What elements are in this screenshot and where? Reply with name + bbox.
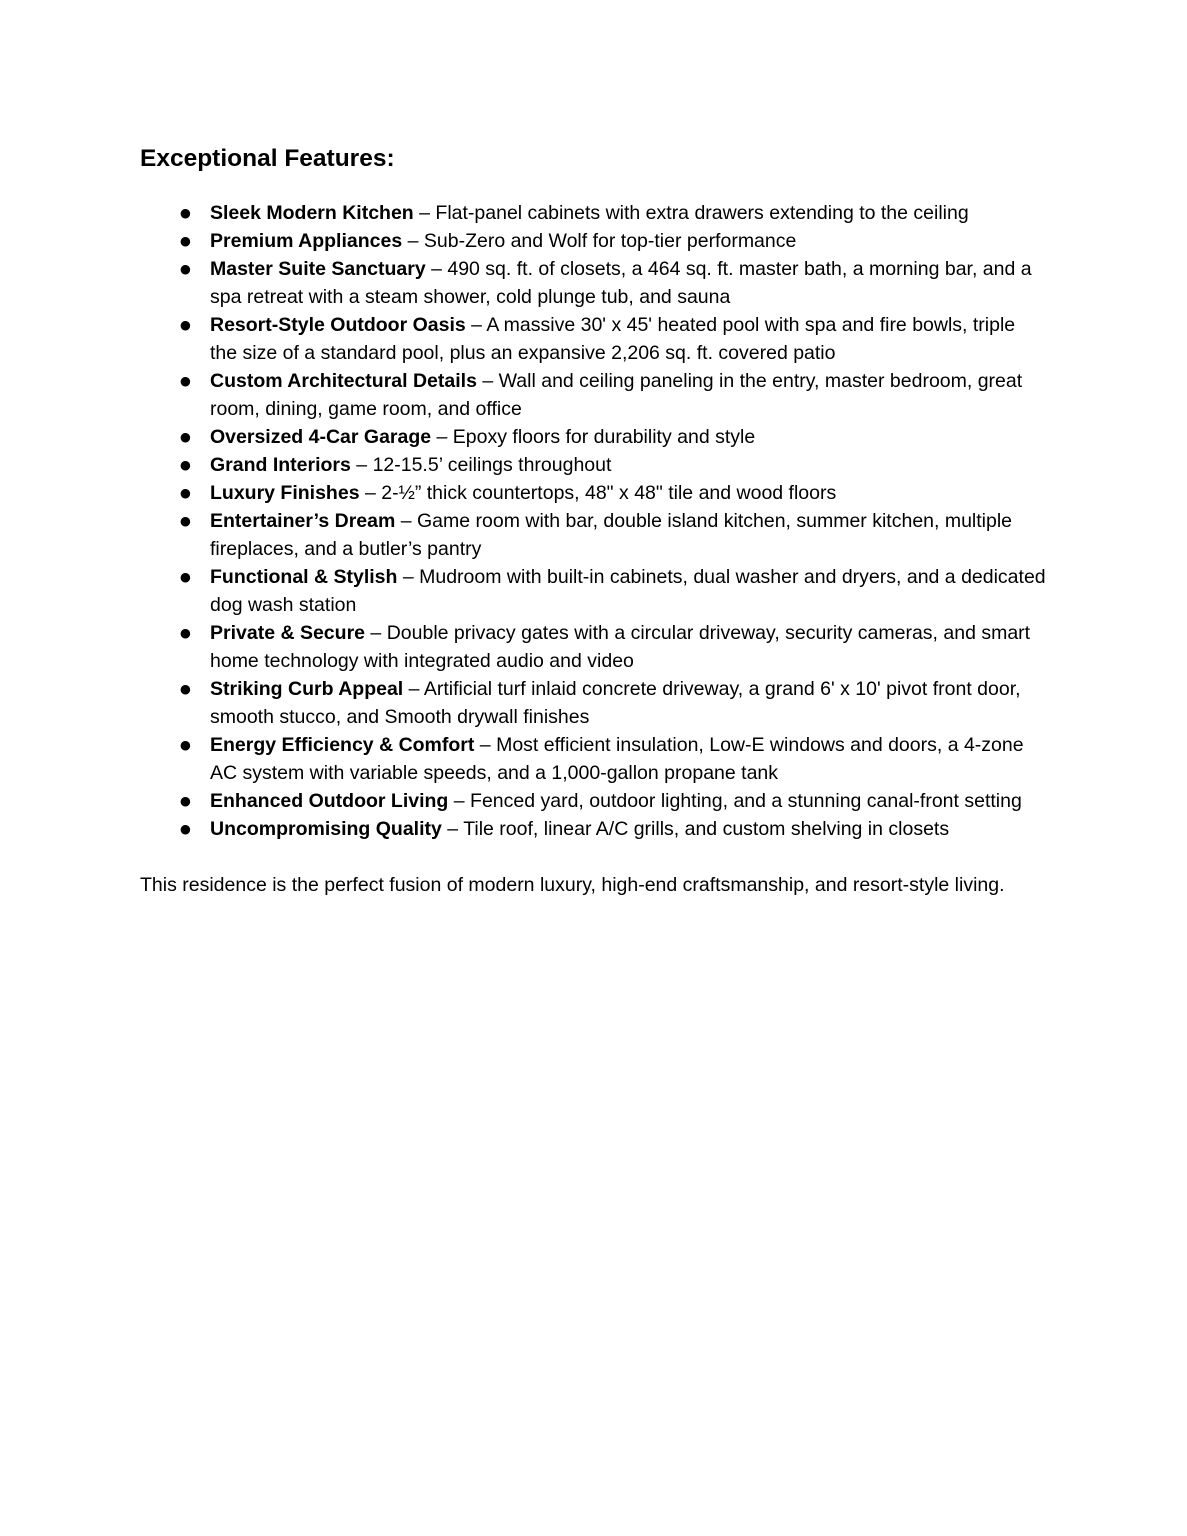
feature-separator: –: [441, 818, 464, 840]
feature-description: Wall and ceiling paneling in the entry, master bedroom, great room, dining, game room, and office: [210, 370, 1023, 420]
feature-list-item: [140, 815, 1047, 843]
bullet-icon: ●: [180, 317, 191, 332]
feature-description: Double privacy gates with a circular driveway, security cameras, and smart home technology with integrated audio and video: [210, 622, 1031, 672]
feature-description: Tile roof, linear A/C grills, and custom shelving in closets: [463, 818, 950, 840]
bullet-icon: ●: [180, 821, 191, 836]
feature-text: [210, 367, 1047, 423]
feature-text: [210, 451, 1047, 479]
feature-description: 2-½” thick countertops, 48" x 48" tile and wood floors: [381, 482, 837, 504]
feature-separator: –: [365, 622, 387, 644]
feature-title: Energy Efficiency & Comfort: [210, 734, 475, 756]
feature-title: Uncompromising Quality: [210, 818, 442, 840]
feature-list-item: [140, 227, 1047, 255]
feature-title: Luxury Finishes: [210, 482, 360, 504]
feature-text: [210, 507, 1047, 563]
bullet-icon: ●: [180, 485, 191, 500]
feature-description: Most efficient insulation, Low-E windows and doors, a 4-zone AC system with variable speeds, and a 1,000-gallon propane tank: [210, 734, 1024, 784]
feature-description: Game room with bar, double island kitchen, summer kitchen, multiple fireplaces, and a butler’s pantry: [210, 510, 1013, 560]
feature-separator: –: [465, 314, 487, 336]
feature-text: [210, 815, 1047, 843]
feature-separator: –: [474, 734, 497, 756]
feature-list-item: [140, 787, 1047, 815]
feature-description: Flat-panel cabinets with extra drawers extending to the ceiling: [435, 202, 969, 224]
feature-list-item: [140, 507, 1047, 563]
feature-text: [210, 675, 1047, 731]
bullet-icon: ●: [180, 261, 191, 276]
bullet-icon: ●: [180, 569, 191, 584]
feature-separator: –: [395, 510, 418, 532]
feature-text: [210, 227, 1047, 255]
feature-list-item: [140, 311, 1047, 367]
bullet-icon: ●: [180, 205, 191, 220]
feature-description: 12-15.5’ ceilings throughout: [372, 454, 612, 476]
feature-description: Fenced yard, outdoor lighting, and a stunning canal-front setting: [470, 790, 1022, 812]
feature-list-item: [140, 563, 1047, 619]
feature-separator: –: [425, 258, 448, 280]
bullet-icon: ●: [180, 233, 191, 248]
feature-title: Custom Architectural Details: [210, 370, 477, 392]
feature-separator: –: [402, 230, 424, 252]
bullet-icon: ●: [180, 513, 191, 528]
bullet-icon: ●: [180, 373, 191, 388]
bullet-icon: ●: [180, 457, 191, 472]
feature-title: Striking Curb Appeal: [210, 678, 404, 700]
feature-text: [210, 423, 1047, 451]
feature-description: 490 sq. ft. of closets, a 464 sq. ft. master bath, a morning bar, and a spa retreat with a steam shower, cold plunge tub, and sauna: [210, 258, 1032, 308]
feature-title: Enhanced Outdoor Living: [210, 790, 449, 812]
feature-list-item: [140, 479, 1047, 507]
feature-title: Master Suite Sanctuary: [210, 258, 426, 280]
feature-text: [210, 619, 1047, 675]
feature-separator: –: [350, 454, 373, 476]
document-heading: Exceptional Features:: [140, 145, 395, 172]
feature-title: Premium Appliances: [210, 230, 403, 252]
feature-title: Grand Interiors: [210, 454, 351, 476]
feature-list-item: [140, 619, 1047, 675]
feature-text: [210, 731, 1047, 787]
feature-list-item: [140, 731, 1047, 787]
closing-paragraph: This residence is the perfect fusion of modern luxury, high-end craftsmanship, and resort-style living.: [140, 874, 1005, 896]
feature-list-item: [140, 367, 1047, 423]
feature-list-item: [140, 675, 1047, 731]
feature-separator: –: [359, 482, 382, 504]
feature-text: [210, 255, 1047, 311]
feature-title: Oversized 4-Car Garage: [210, 426, 432, 448]
feature-list-item: [140, 199, 1047, 227]
feature-title: Entertainer’s Dream: [210, 510, 396, 532]
feature-title: Resort-Style Outdoor Oasis: [210, 314, 466, 336]
feature-text: [210, 199, 1047, 227]
bullet-icon: ●: [180, 625, 191, 640]
feature-text: [210, 787, 1047, 815]
feature-separator: –: [431, 426, 453, 448]
bullet-icon: ●: [180, 737, 191, 752]
bullet-icon: ●: [180, 429, 191, 444]
feature-description: Epoxy floors for durability and style: [452, 426, 756, 448]
feature-title: Private & Secure: [210, 622, 366, 644]
feature-description: Artificial turf inlaid concrete driveway, a grand 6' x 10' pivot front door, smooth stucco, and Smooth drywall finishes: [210, 678, 1021, 728]
feature-separator: –: [448, 790, 471, 812]
features-list: [140, 199, 1047, 843]
bullet-icon: ●: [180, 681, 191, 696]
feature-description: Mudroom with built-in cabinets, dual washer and dryers, and a dedicated dog wash station: [210, 566, 1046, 616]
feature-separator: –: [476, 370, 499, 392]
feature-description: A massive 30' x 45' heated pool with spa and fire bowls, triple the size of a standard pool, plus an expansive 2,206 sq. ft. covered patio: [210, 314, 1016, 364]
feature-list-item: [140, 255, 1047, 311]
feature-text: [210, 563, 1047, 619]
bullet-icon: ●: [180, 793, 191, 808]
feature-list-item: [140, 423, 1047, 451]
feature-separator: –: [403, 678, 424, 700]
feature-description: Sub-Zero and Wolf for top-tier performance: [423, 230, 797, 252]
feature-text: [210, 311, 1047, 367]
feature-separator: –: [413, 202, 436, 224]
feature-title: Sleek Modern Kitchen: [210, 202, 414, 224]
feature-text: [210, 479, 1047, 507]
feature-list-item: [140, 451, 1047, 479]
feature-separator: –: [397, 566, 420, 588]
feature-title: Functional & Stylish: [210, 566, 398, 588]
